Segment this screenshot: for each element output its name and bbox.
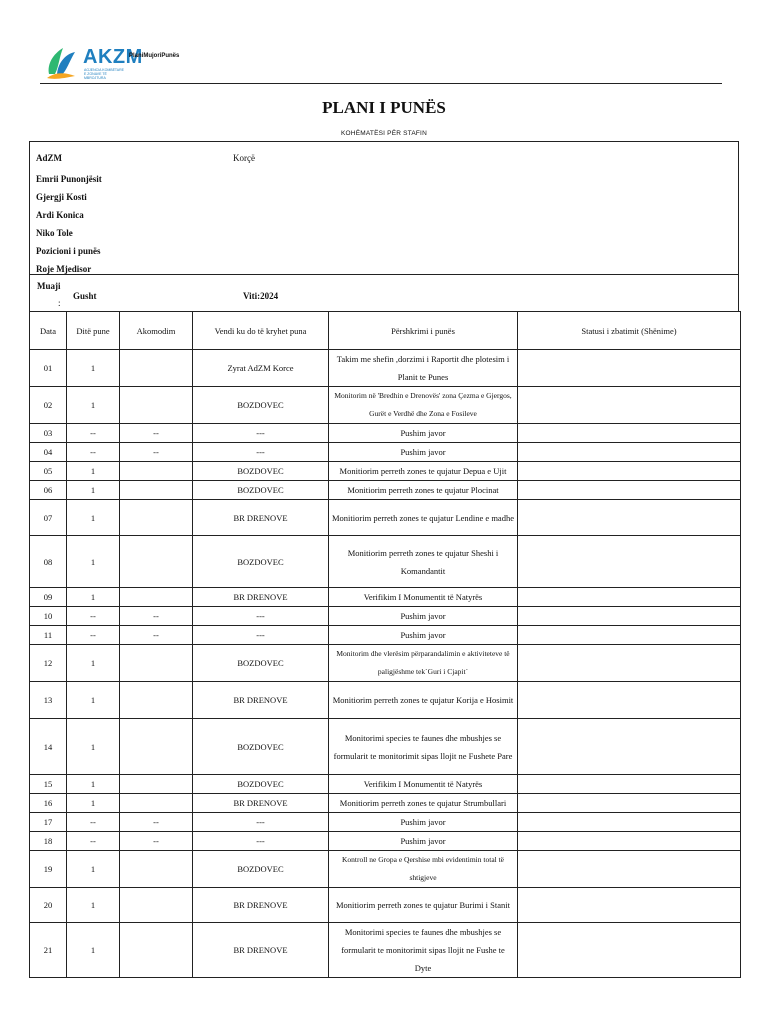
cell-vendi: BOZDOVEC bbox=[193, 462, 329, 481]
cell-data: 07 bbox=[30, 500, 67, 536]
position-label: Pozicioni i punës bbox=[36, 246, 101, 256]
cell-dite-pune: 1 bbox=[67, 462, 120, 481]
cell-akomodim: -- bbox=[120, 607, 193, 626]
cell-akomodim bbox=[120, 851, 193, 888]
cell-vendi: BR DRENOVE bbox=[193, 794, 329, 813]
cell-statusi bbox=[518, 607, 741, 626]
cell-statusi bbox=[518, 536, 741, 588]
cell-dite-pune: 1 bbox=[67, 536, 120, 588]
table-row bbox=[30, 813, 741, 832]
cell-akomodim: -- bbox=[120, 813, 193, 832]
table-row bbox=[30, 851, 741, 888]
cell-dite-pune: 1 bbox=[67, 851, 120, 888]
city-value: Korçë bbox=[233, 153, 255, 163]
cell-dite-pune: 1 bbox=[67, 387, 120, 424]
table-row bbox=[30, 832, 741, 851]
cell-pershkrimi: Pushim javor bbox=[329, 607, 518, 626]
cell-akomodim bbox=[120, 500, 193, 536]
table-row bbox=[30, 719, 741, 775]
cell-data: 20 bbox=[30, 888, 67, 923]
table-row bbox=[30, 387, 741, 424]
table-row bbox=[30, 588, 741, 607]
cell-vendi: BOZDOVEC bbox=[193, 481, 329, 500]
cell-statusi bbox=[518, 387, 741, 424]
table-row bbox=[30, 607, 741, 626]
cell-dite-pune: 1 bbox=[67, 682, 120, 719]
akzm-leaf-logo-icon bbox=[45, 44, 79, 80]
table-row bbox=[30, 888, 741, 923]
cell-dite-pune: 1 bbox=[67, 775, 120, 794]
cell-data: 09 bbox=[30, 588, 67, 607]
cell-akomodim: -- bbox=[120, 424, 193, 443]
cell-data: 12 bbox=[30, 645, 67, 682]
cell-dite-pune: -- bbox=[67, 424, 120, 443]
cell-akomodim bbox=[120, 923, 193, 978]
cell-akomodim bbox=[120, 719, 193, 775]
table-header-row bbox=[30, 312, 741, 350]
cell-statusi bbox=[518, 813, 741, 832]
cell-vendi: BOZDOVEC bbox=[193, 645, 329, 682]
cell-data: 05 bbox=[30, 462, 67, 481]
cell-dite-pune: 1 bbox=[67, 794, 120, 813]
table-row bbox=[30, 794, 741, 813]
cell-statusi bbox=[518, 888, 741, 923]
cell-vendi: BOZDOVEC bbox=[193, 775, 329, 794]
cell-data: 15 bbox=[30, 775, 67, 794]
cell-data: 14 bbox=[30, 719, 67, 775]
cell-data: 13 bbox=[30, 682, 67, 719]
cell-akomodim bbox=[120, 462, 193, 481]
cell-dite-pune: 1 bbox=[67, 500, 120, 536]
cell-vendi: --- bbox=[193, 443, 329, 462]
cell-statusi bbox=[518, 682, 741, 719]
month-label: Muaji bbox=[37, 281, 61, 291]
cell-data: 21 bbox=[30, 923, 67, 978]
cell-vendi: BR DRENOVE bbox=[193, 923, 329, 978]
logo-plan-tag: PlaniMujoriPunës bbox=[129, 53, 180, 59]
cell-vendi: BR DRENOVE bbox=[193, 500, 329, 536]
cell-data: 19 bbox=[30, 851, 67, 888]
month-colon: : bbox=[58, 298, 61, 308]
month-value: Gusht bbox=[73, 291, 97, 301]
month-row bbox=[29, 274, 739, 312]
cell-dite-pune: -- bbox=[67, 832, 120, 851]
cell-pershkrimi: Monitiorim perreth zones te qujatur Strumbullari bbox=[329, 794, 518, 813]
header-data: Data bbox=[30, 312, 67, 350]
table-row bbox=[30, 645, 741, 682]
table-row bbox=[30, 775, 741, 794]
cell-data: 03 bbox=[30, 424, 67, 443]
document-header bbox=[40, 40, 730, 84]
cell-statusi bbox=[518, 775, 741, 794]
cell-vendi: BR DRENOVE bbox=[193, 588, 329, 607]
cell-vendi: BR DRENOVE bbox=[193, 682, 329, 719]
table-row bbox=[30, 626, 741, 645]
table-row bbox=[30, 481, 741, 500]
header-statusi: Statusi i zbatimit (Shënime) bbox=[518, 312, 741, 350]
cell-pershkrimi: Monitorim në 'Bredhin e Drenovës' zona Çezma e Gjergos, Gurët e Verdhë dhe Zona e Fosileve bbox=[329, 387, 518, 424]
cell-pershkrimi: Pushim javor bbox=[329, 443, 518, 462]
cell-dite-pune: 1 bbox=[67, 588, 120, 607]
cell-akomodim bbox=[120, 387, 193, 424]
cell-dite-pune: -- bbox=[67, 443, 120, 462]
cell-data: 08 bbox=[30, 536, 67, 588]
cell-dite-pune: 1 bbox=[67, 481, 120, 500]
cell-dite-pune: -- bbox=[67, 813, 120, 832]
cell-statusi bbox=[518, 481, 741, 500]
work-plan-table bbox=[29, 311, 741, 978]
cell-statusi bbox=[518, 350, 741, 387]
cell-pershkrimi: Pushim javor bbox=[329, 626, 518, 645]
cell-dite-pune: 1 bbox=[67, 645, 120, 682]
cell-akomodim bbox=[120, 588, 193, 607]
cell-pershkrimi: Verifikim I Monumentit të Natyrës bbox=[329, 588, 518, 607]
cell-vendi: --- bbox=[193, 813, 329, 832]
logo-brand-text: AKZM bbox=[83, 46, 143, 68]
cell-vendi: BOZDOVEC bbox=[193, 719, 329, 775]
cell-vendi: --- bbox=[193, 424, 329, 443]
header-divider bbox=[40, 83, 722, 84]
cell-data: 04 bbox=[30, 443, 67, 462]
cell-akomodim bbox=[120, 682, 193, 719]
cell-pershkrimi: Monitiorim perreth zones te qujatur Korija e Hosimit bbox=[329, 682, 518, 719]
cell-statusi bbox=[518, 500, 741, 536]
table-row bbox=[30, 424, 741, 443]
cell-statusi bbox=[518, 923, 741, 978]
cell-vendi: BOZDOVEC bbox=[193, 536, 329, 588]
cell-vendi: --- bbox=[193, 832, 329, 851]
cell-data: 16 bbox=[30, 794, 67, 813]
cell-dite-pune: 1 bbox=[67, 923, 120, 978]
employee-name: Gjergji Kosti bbox=[36, 192, 87, 202]
cell-vendi: BOZDOVEC bbox=[193, 387, 329, 424]
cell-data: 02 bbox=[30, 387, 67, 424]
cell-akomodim bbox=[120, 350, 193, 387]
cell-pershkrimi: Monitiorim perreth zones te qujatur Burimi i Stanit bbox=[329, 888, 518, 923]
cell-vendi: Zyrat AdZM Korce bbox=[193, 350, 329, 387]
header-dite-pune: Ditë pune bbox=[67, 312, 120, 350]
cell-vendi: BR DRENOVE bbox=[193, 888, 329, 923]
cell-statusi bbox=[518, 462, 741, 481]
cell-akomodim bbox=[120, 645, 193, 682]
cell-pershkrimi: Pushim javor bbox=[329, 813, 518, 832]
cell-pershkrimi: Monitorim dhe vlerësim përparandalimin e aktiviteteve të paligjëshme tek`Guri i Cjapit` bbox=[329, 645, 518, 682]
cell-statusi bbox=[518, 443, 741, 462]
cell-pershkrimi: Monitorimi species te faunes dhe mbushjes se formularit te monitorimit sipas llojit ne Fushe te Dyte bbox=[329, 923, 518, 978]
employees-label: Emrii Punonjësit bbox=[36, 174, 102, 184]
cell-akomodim: -- bbox=[120, 832, 193, 851]
page-title: PLANI I PUNËS bbox=[322, 98, 446, 117]
year-value: Viti:2024 bbox=[243, 291, 279, 301]
page-subtitle: KOHËMATËSI PËR STAFIN bbox=[341, 130, 427, 137]
position-value: Roje Mjedisor bbox=[36, 264, 92, 274]
cell-data: 01 bbox=[30, 350, 67, 387]
header-pershkrimi: Përshkrimi i punës bbox=[329, 312, 518, 350]
cell-akomodim: -- bbox=[120, 443, 193, 462]
employee-info-box bbox=[29, 141, 739, 275]
cell-data: 17 bbox=[30, 813, 67, 832]
cell-dite-pune: -- bbox=[67, 607, 120, 626]
cell-pershkrimi: Monitiorim perreth zones te qujatur Plocinat bbox=[329, 481, 518, 500]
table-row bbox=[30, 443, 741, 462]
cell-vendi: BOZDOVEC bbox=[193, 851, 329, 888]
cell-data: 11 bbox=[30, 626, 67, 645]
cell-vendi: --- bbox=[193, 626, 329, 645]
cell-dite-pune: 1 bbox=[67, 888, 120, 923]
cell-statusi bbox=[518, 645, 741, 682]
cell-pershkrimi: Pushim javor bbox=[329, 424, 518, 443]
cell-data: 18 bbox=[30, 832, 67, 851]
cell-statusi bbox=[518, 719, 741, 775]
cell-pershkrimi: Monitiorim perreth zones te qujatur Sheshi i Komandantit bbox=[329, 536, 518, 588]
cell-dite-pune: -- bbox=[67, 626, 120, 645]
cell-data: 10 bbox=[30, 607, 67, 626]
table-row bbox=[30, 462, 741, 481]
cell-pershkrimi: Monitorimi species te faunes dhe mbushjes se formularit te monitorimit sipas llojit ne Fushete Pare bbox=[329, 719, 518, 775]
header-vendi: Vendi ku do të kryhet puna bbox=[193, 312, 329, 350]
cell-akomodim bbox=[120, 794, 193, 813]
cell-statusi bbox=[518, 588, 741, 607]
table-row bbox=[30, 682, 741, 719]
cell-akomodim bbox=[120, 536, 193, 588]
cell-akomodim bbox=[120, 775, 193, 794]
cell-pershkrimi: Takim me shefin ,dorzimi i Raportit dhe plotesim i Planit te Punes bbox=[329, 350, 518, 387]
cell-data: 06 bbox=[30, 481, 67, 500]
cell-pershkrimi: Monitiorim perreth zones te qujatur Lendine e madhe bbox=[329, 500, 518, 536]
table-row bbox=[30, 350, 741, 387]
cell-statusi bbox=[518, 794, 741, 813]
cell-dite-pune: 1 bbox=[67, 350, 120, 387]
cell-statusi bbox=[518, 851, 741, 888]
adzm-label: AdZM bbox=[36, 153, 63, 163]
cell-akomodim: -- bbox=[120, 626, 193, 645]
table-row bbox=[30, 536, 741, 588]
cell-pershkrimi: Kontroll ne Gropa e Qershise mbi evidentimin total të shtigjeve bbox=[329, 851, 518, 888]
header-akomodim: Akomodim bbox=[120, 312, 193, 350]
cell-statusi bbox=[518, 626, 741, 645]
table-row bbox=[30, 923, 741, 978]
cell-akomodim bbox=[120, 481, 193, 500]
table-row bbox=[30, 500, 741, 536]
employee-name: Niko Tole bbox=[36, 228, 73, 238]
cell-dite-pune: 1 bbox=[67, 719, 120, 775]
cell-pershkrimi: Pushim javor bbox=[329, 832, 518, 851]
cell-akomodim bbox=[120, 888, 193, 923]
employee-name: Ardi Konica bbox=[36, 210, 84, 220]
logo-subtitle: AGJENCIA KOMBËTARE E ZONAVE TË MBROJTURA bbox=[84, 68, 124, 80]
cell-statusi bbox=[518, 832, 741, 851]
cell-vendi: --- bbox=[193, 607, 329, 626]
cell-statusi bbox=[518, 424, 741, 443]
cell-pershkrimi: Monitiorim perreth zones te qujatur Depua e Ujit bbox=[329, 462, 518, 481]
cell-pershkrimi: Verifikim I Monumentit të Natyrës bbox=[329, 775, 518, 794]
